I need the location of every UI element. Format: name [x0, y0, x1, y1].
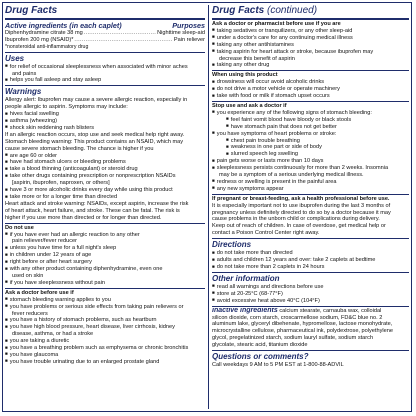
stop-use-item: ■ you have symptoms of heart problems or stroke:	[212, 131, 409, 138]
uses-item: ■ for relief of occasional sleeplessness when associated with minor aches	[5, 64, 205, 71]
other-info-item: ■ store at 20-25°C (68-77°F)	[212, 291, 409, 298]
warning-line: ■ take a blood thinning (anticoagulant) or steroid drug	[5, 166, 205, 173]
inactive-head: Inactive ingredients	[212, 307, 278, 314]
ingredient-row	[5, 37, 205, 44]
warning-line: ■ have had stomach ulcers or bleeding problems	[5, 159, 205, 166]
inactive-text: calcium stearate, carnauba wax, colloidal	[279, 307, 382, 314]
right-title-suffix: (continued)	[267, 5, 318, 16]
ingredient-name: Ibuprofen 200 mg (NSAID)*	[5, 37, 74, 43]
section-rule	[5, 52, 205, 53]
section-rule	[212, 194, 409, 195]
warning-line: people allergic to aspirin. Symptoms may include:	[5, 104, 128, 111]
warning-line: ■ have 3 or more alcoholic drinks every day while using this product	[5, 187, 205, 194]
title-rule	[212, 18, 409, 20]
other-info-item: ■ read all warnings and directions before use	[212, 284, 409, 291]
do-not-use-item: ■ right before or after heart surgery	[5, 259, 205, 266]
pregnancy-line: Keep out of reach of children. In case of overdose, get medical help or	[212, 223, 386, 230]
section-rule	[212, 101, 409, 102]
active-ingredients-header	[5, 21, 205, 30]
left-title: Drug Facts	[5, 5, 58, 16]
directions-item: ■ do not take more than 2 caplets in 24 hours	[212, 264, 409, 271]
warning-line: ■ hives facial swelling	[5, 111, 205, 118]
section-rule	[5, 288, 205, 289]
ingredients-head: Active ingredients (in each caplet)	[5, 21, 122, 30]
ingredient-purpose: Pain reliever	[173, 37, 205, 43]
leader-dots	[84, 30, 156, 37]
section-rule	[212, 238, 409, 239]
uses-item: ■ helps you fall asleep and stay asleep	[5, 77, 205, 84]
ingredient-row	[5, 30, 205, 37]
left-column	[5, 5, 205, 366]
ask-pharmacist-item: decrease this benefit of aspirin	[219, 55, 295, 62]
when-using-head: When using this product	[212, 72, 278, 79]
when-using-item: ■ drowsiness will occur avoid alcoholic drinks	[212, 79, 409, 86]
stop-use-item: ■ weakness in one part or side of body	[212, 144, 409, 151]
section-rule	[5, 85, 205, 86]
ask-doctor-item: fever reducers	[12, 310, 48, 317]
stop-use-item: ■ chest pain trouble breathing	[212, 138, 409, 145]
warning-line: higher if you use more than directed or for longer than directed.	[5, 214, 162, 221]
ask-doctor-item: ■ you have glaucoma	[5, 352, 205, 359]
inactive-line: silicon dioxide, corn starch, croscarmellose sodium, FD&C blue no. 2	[212, 314, 383, 321]
stop-use-item: ■ have stomach pain that does not get better	[212, 124, 409, 131]
other-info-head: Other information	[212, 273, 280, 283]
ask-doctor-item: ■ stomach bleeding warning applies to you	[5, 297, 205, 304]
do-not-use-item: ■ if you have sleeplessness without pain	[5, 280, 205, 287]
stop-use-item: may be a symptom of a serious underlying medical illness.	[219, 172, 364, 179]
section-rule	[212, 272, 409, 273]
do-not-use-item: ■ if you have ever had an allergic reaction to any other	[5, 232, 205, 239]
warning-line: ■ take other drugs containing prescription or nonprescription NSAIDs	[5, 173, 205, 180]
inactive-line: glycol, pregelatinized starch, sodium lauryl sulfate, sodium starch	[212, 335, 374, 342]
do-not-use-head: Do not use	[5, 224, 34, 231]
warning-line: Allergy alert: Ibuprofen may cause a severe allergic reaction, especially in	[5, 97, 188, 104]
stop-use-item: ■ feel faint vomit blood have bloody or black stools	[212, 117, 409, 124]
uses-head: Uses	[5, 53, 25, 63]
ask-doctor-item: ■ you have trouble urinating due to an enlarged prostate gland	[5, 359, 205, 366]
do-not-use-item: ■ unless you have time for a full night's sleep	[5, 245, 205, 252]
warning-line: Stomach bleeding warning: This product contains an NSAID, which may	[5, 138, 184, 145]
stop-use-item: ■ pain gets worse or lasts more than 10 days	[212, 158, 409, 165]
ask-pharmacist-item: ■ taking sedatives or tranquilizers, or any other sleep-aid	[212, 28, 409, 35]
ask-doctor-item: disease, asthma, or had a stroke	[12, 331, 94, 338]
section-rule	[212, 70, 409, 71]
warnings-head: Warnings	[5, 87, 42, 97]
warning-line: ■ shock skin reddening rash blisters	[5, 125, 205, 132]
nsaid-note: *nonsteroidal anti-inflammatory drug	[5, 44, 89, 50]
pregnancy-line: If pregnant or breast-feeding, ask a health professional before use.	[212, 195, 390, 202]
ask-pharmacist-item: ■ taking any other antihistamines	[212, 42, 409, 49]
warning-line: of heart attack, heart failure, and stroke. These can be fatal. The risk is	[5, 207, 180, 214]
pregnancy-line: It is especially important not to use ibuprofen during the last 3 months of	[212, 202, 391, 209]
stop-use-item: ■ slurred speech leg swelling	[212, 151, 409, 158]
directions-item: ■ do not take more than directed	[212, 250, 409, 257]
warning-line: Heart attack and stroke warning: NSAIDs, except aspirin, increase the risk	[5, 200, 189, 207]
ask-pharmacist-item: ■ taking any other drug	[212, 62, 409, 69]
questions-text: Call weekdays 9 AM to 5 PM EST at 1-800-88-ADVIL	[212, 362, 344, 369]
warning-line: cause severe stomach bleeding. The chance is higher if you	[5, 145, 154, 152]
ask-doctor-item: ■ you have problems or serious side effects from taking pain relievers or	[5, 304, 205, 311]
ask-doctor-item: ■ you have high blood pressure, heart disease, liver cirrhosis, kidney	[5, 324, 205, 331]
ask-pharmacist-item: ■ under a doctor's care for any continuing medical illness	[212, 35, 409, 42]
do-not-use-item: pain reliever/fever reducer	[12, 238, 77, 245]
questions-head: Questions or comments?	[212, 352, 309, 362]
directions-item: ■ adults and children 12 years and over: take 2 caplets at bedtime	[212, 257, 409, 264]
warning-line: ■ take more or for a longer time than directed	[5, 194, 205, 201]
ask-doctor-item: ■ you are taking a diuretic	[5, 338, 205, 345]
ingredient-name: Diphenhydramine citrate 38 mg	[5, 30, 83, 36]
directions-head: Directions	[212, 240, 252, 250]
warning-line: ■ asthma (wheezing)	[5, 118, 205, 125]
stop-use-item: ■ you experience any of the following signs of stomach bleeding:	[212, 110, 409, 117]
ask-doctor-head: Ask a doctor before use if	[5, 289, 74, 296]
purposes-head: Purposes	[172, 21, 205, 30]
warning-line: [aspirin, ibuprofen, naproxen, or others]	[12, 180, 110, 187]
inactive-line: aluminum lake, glyceryl dibehenate, hypromellose, lactose monohydrate,	[212, 321, 393, 328]
do-not-use-item: ■ in children under 12 years of age	[5, 252, 205, 259]
do-not-use-item: ■ with any other product containing diphenhydramine, even one	[5, 266, 205, 273]
pregnancy-line: pregnancy unless definitely directed to do so by a doctor because it may	[212, 209, 391, 216]
do-not-use-item: used on skin	[12, 272, 44, 279]
warning-line: If an allergic reaction occurs, stop use and seek medical help right away.	[5, 131, 185, 138]
stop-use-item: ■ redness or swelling is present in the painful area	[212, 179, 409, 186]
pregnancy-line: contact a Poison Control Center right away.	[212, 230, 320, 237]
ingredient-purpose: Nighttime sleep-aid	[157, 30, 205, 36]
stop-use-item: ■ any new symptoms appear	[212, 186, 409, 193]
stop-use-item: ■ sleeplessness persists continuously for more than 2 weeks. Insomnia	[212, 165, 409, 172]
section-rule	[212, 350, 409, 351]
inactive-line: glycolate, stearic acid, titanium dioxide	[212, 342, 308, 349]
ask-pharmacist-head: Ask a doctor or pharmacist before use if you are	[212, 21, 341, 27]
inactive-line: microcrystalline cellulose, pharmaceutical ink, polydextrose, polyethylene	[212, 328, 393, 335]
column-divider	[208, 5, 209, 409]
ask-doctor-item: ■ you have a breathing problem such as emphysema or chronic bronchitis	[5, 345, 205, 352]
when-using-item: ■ take with food or milk if stomach upset occurs	[212, 93, 409, 100]
right-column	[212, 5, 409, 369]
pregnancy-line: cause problems in the unborn child or complications during delivery.	[212, 216, 380, 223]
stop-use-head: Stop use and ask a doctor if	[212, 102, 287, 109]
right-title-main: Drug Facts	[212, 5, 265, 16]
ask-pharmacist-item: ■ taking aspirin for heart attack or stroke, because ibuprofen may	[212, 49, 409, 56]
uses-item: and pains	[12, 70, 37, 77]
ask-doctor-item: ■ you have a history of stomach problems, such as heartburn	[5, 317, 205, 324]
title-rule	[5, 18, 205, 20]
section-rule	[5, 223, 205, 224]
when-using-item: ■ do not drive a motor vehicle or operate machinery	[212, 86, 409, 93]
warning-line: ■ are age 60 or older	[5, 153, 205, 160]
right-title	[212, 5, 409, 17]
section-rule	[212, 306, 409, 307]
other-info-item: ■ avoid excessive heat above 40°C (104°F)	[212, 298, 409, 305]
leader-dots	[74, 37, 173, 44]
inactive-line-first	[212, 308, 409, 315]
drug-facts-label	[2, 2, 412, 412]
